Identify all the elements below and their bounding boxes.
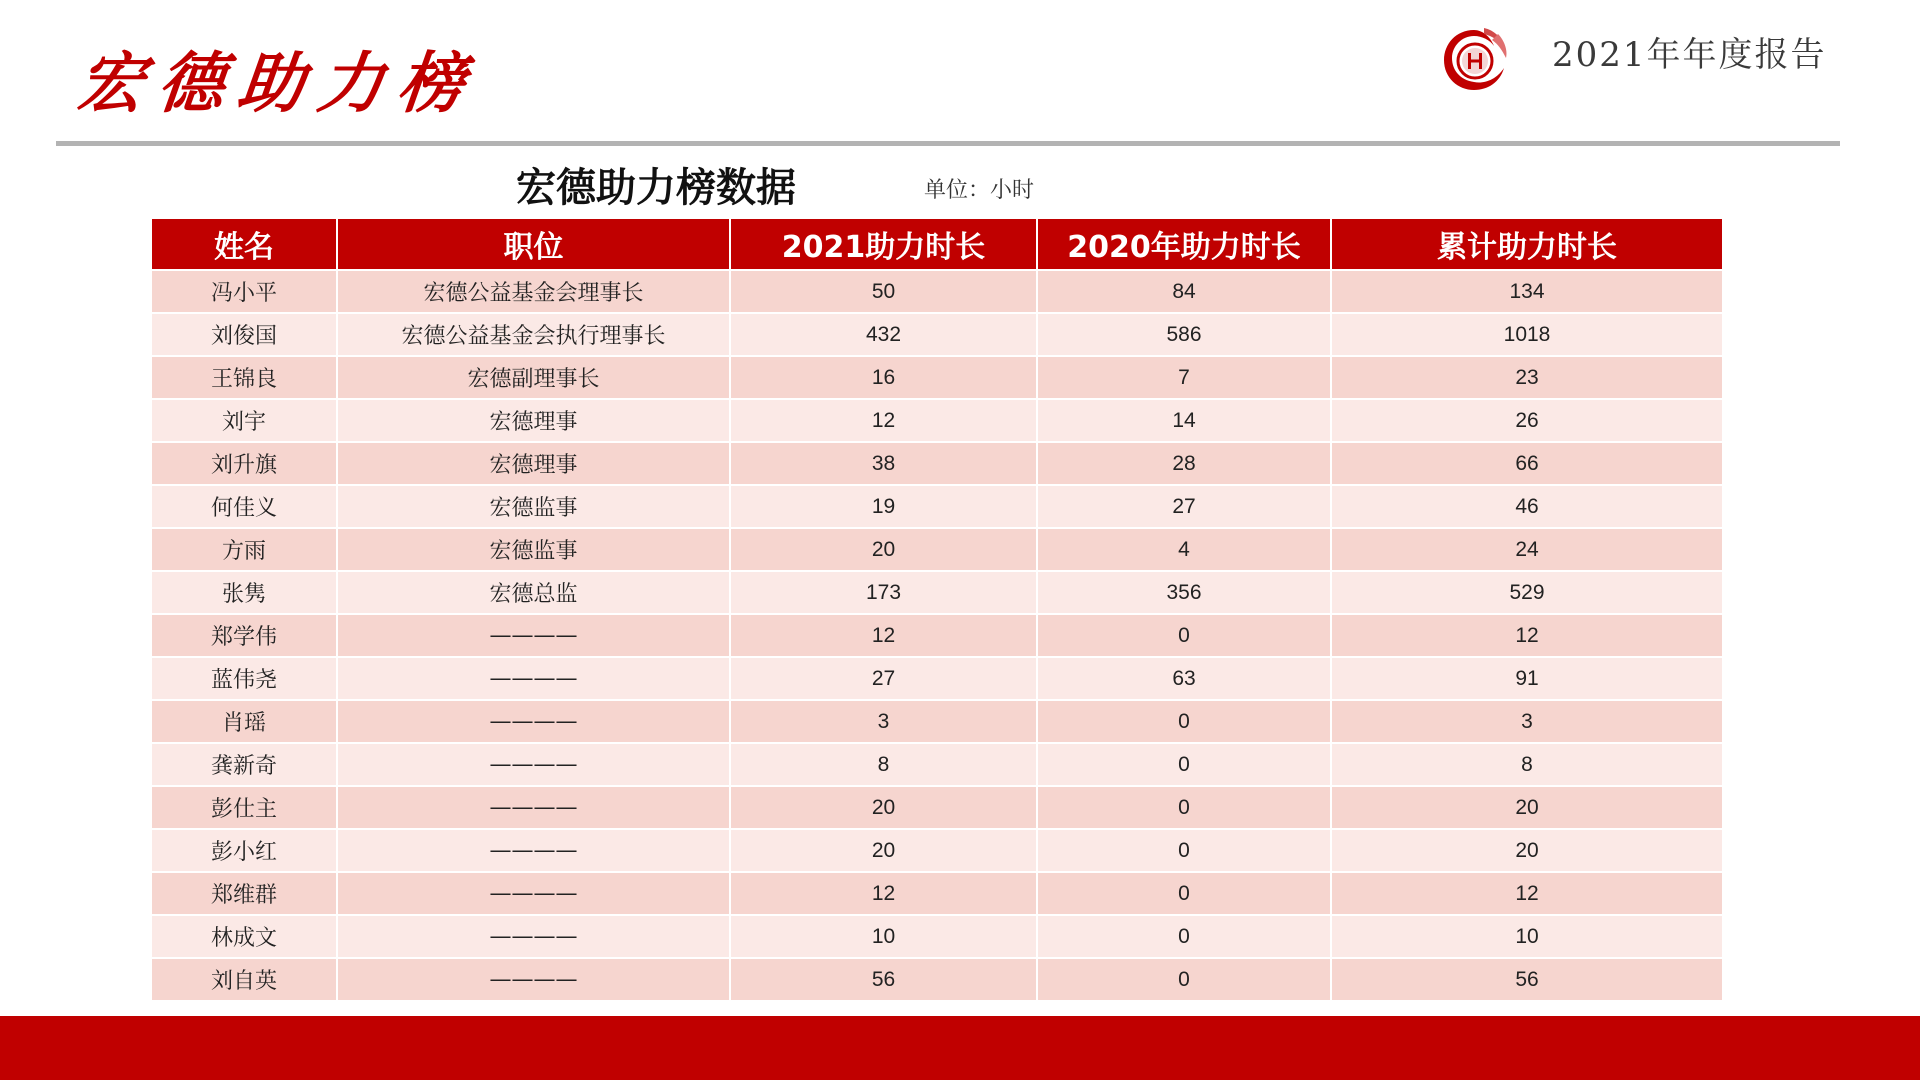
- cell-position: ————: [337, 829, 730, 872]
- table-row: [152, 700, 1722, 743]
- cell-hours-total: 12: [1331, 614, 1722, 657]
- volunteer-hours-table: [152, 219, 1722, 1000]
- table-row: [152, 872, 1722, 915]
- cell-hours-total: 56: [1331, 958, 1722, 1000]
- cell-hours-2020: 63: [1037, 657, 1331, 700]
- cell-hours-2020: 586: [1037, 313, 1331, 356]
- cell-hours-2021: 56: [730, 958, 1037, 1000]
- cell-hours-total: 20: [1331, 829, 1722, 872]
- cell-hours-2021: 3: [730, 700, 1037, 743]
- cell-name: 彭小红: [152, 829, 337, 872]
- cell-position: ————: [337, 743, 730, 786]
- cell-hours-2020: 0: [1037, 915, 1331, 958]
- cell-position: ————: [337, 614, 730, 657]
- cell-name: 刘俊国: [152, 313, 337, 356]
- cell-hours-total: 26: [1331, 399, 1722, 442]
- column-header-hours-2021: 2021助力时长: [730, 219, 1037, 270]
- table-row: [152, 958, 1722, 1000]
- table-row: [152, 786, 1722, 829]
- cell-name: 方雨: [152, 528, 337, 571]
- cell-hours-2020: 0: [1037, 743, 1331, 786]
- cell-hours-2020: 0: [1037, 786, 1331, 829]
- cell-hours-2020: 0: [1037, 700, 1331, 743]
- cell-hours-2021: 16: [730, 356, 1037, 399]
- cell-hours-2020: 27: [1037, 485, 1331, 528]
- cell-hours-total: 23: [1331, 356, 1722, 399]
- cell-hours-2021: 8: [730, 743, 1037, 786]
- cell-hours-2021: 12: [730, 399, 1037, 442]
- cell-position: ————: [337, 958, 730, 1000]
- table-row: [152, 528, 1722, 571]
- column-header-name: 姓名: [152, 219, 337, 270]
- cell-position: 宏德理事: [337, 442, 730, 485]
- cell-name: 刘升旗: [152, 442, 337, 485]
- cell-hours-total: 46: [1331, 485, 1722, 528]
- footer-band: [0, 1016, 1920, 1080]
- cell-position: ————: [337, 915, 730, 958]
- cell-hours-2021: 432: [730, 313, 1037, 356]
- cell-hours-total: 3: [1331, 700, 1722, 743]
- cell-position: 宏德理事: [337, 399, 730, 442]
- cell-hours-2020: 0: [1037, 829, 1331, 872]
- table-row: [152, 915, 1722, 958]
- cell-hours-2020: 0: [1037, 958, 1331, 1000]
- cell-hours-total: 66: [1331, 442, 1722, 485]
- cell-hours-total: 10: [1331, 915, 1722, 958]
- cell-hours-total: 20: [1331, 786, 1722, 829]
- table-row: [152, 743, 1722, 786]
- cell-position: 宏德总监: [337, 571, 730, 614]
- cell-hours-total: 1018: [1331, 313, 1722, 356]
- foundation-logo-icon: [1438, 24, 1510, 96]
- cell-name: 张隽: [152, 571, 337, 614]
- cell-hours-2021: 20: [730, 528, 1037, 571]
- cell-hours-2020: 84: [1037, 270, 1331, 313]
- unit-label: 单位：小时: [924, 178, 1035, 203]
- cell-hours-total: 8: [1331, 743, 1722, 786]
- column-header-hours-total: 累计助力时长: [1331, 219, 1722, 270]
- cell-name: 龚新奇: [152, 743, 337, 786]
- cell-name: 林成文: [152, 915, 337, 958]
- column-header-hours-2020: 2020年助力时长: [1037, 219, 1331, 270]
- cell-hours-2020: 14: [1037, 399, 1331, 442]
- cell-hours-total: 134: [1331, 270, 1722, 313]
- table-row: [152, 829, 1722, 872]
- cell-hours-2021: 27: [730, 657, 1037, 700]
- cell-hours-2021: 12: [730, 614, 1037, 657]
- cell-hours-2021: 38: [730, 442, 1037, 485]
- cell-hours-total: 529: [1331, 571, 1722, 614]
- cell-hours-total: 24: [1331, 528, 1722, 571]
- table-row: [152, 356, 1722, 399]
- cell-name: 郑维群: [152, 872, 337, 915]
- cell-hours-2021: 12: [730, 872, 1037, 915]
- cell-hours-2020: 0: [1037, 614, 1331, 657]
- cell-hours-total: 91: [1331, 657, 1722, 700]
- table-row: [152, 571, 1722, 614]
- cell-hours-2021: 173: [730, 571, 1037, 614]
- cell-position: 宏德监事: [337, 528, 730, 571]
- cell-name: 何佳义: [152, 485, 337, 528]
- cell-position: ————: [337, 872, 730, 915]
- cell-hours-2020: 28: [1037, 442, 1331, 485]
- table-row: [152, 270, 1722, 313]
- cell-position: 宏德公益基金会理事长: [337, 270, 730, 313]
- table-row: [152, 399, 1722, 442]
- cell-hours-2021: 50: [730, 270, 1037, 313]
- cell-position: 宏德公益基金会执行理事长: [337, 313, 730, 356]
- table-row: [152, 657, 1722, 700]
- cell-hours-2021: 19: [730, 485, 1037, 528]
- cell-name: 彭仕主: [152, 786, 337, 829]
- report-title: 2021年年度报告: [1552, 35, 1827, 75]
- cell-name: 蓝伟尧: [152, 657, 337, 700]
- cell-hours-total: 12: [1331, 872, 1722, 915]
- cell-name: 王锦良: [152, 356, 337, 399]
- cell-name: 冯小平: [152, 270, 337, 313]
- cell-hours-2021: 20: [730, 829, 1037, 872]
- cell-hours-2021: 10: [730, 915, 1037, 958]
- cell-position: 宏德监事: [337, 485, 730, 528]
- table-header-row: [152, 219, 1722, 270]
- cell-position: ————: [337, 657, 730, 700]
- cell-position: ————: [337, 700, 730, 743]
- cell-position: 宏德副理事长: [337, 356, 730, 399]
- cell-hours-2020: 7: [1037, 356, 1331, 399]
- cell-hours-2020: 356: [1037, 571, 1331, 614]
- table-row: [152, 614, 1722, 657]
- cell-position: ————: [337, 786, 730, 829]
- cell-name: 郑学伟: [152, 614, 337, 657]
- table-row: [152, 313, 1722, 356]
- cell-name: 刘自英: [152, 958, 337, 1000]
- cell-name: 刘宇: [152, 399, 337, 442]
- header-divider: [56, 141, 1840, 146]
- cell-hours-2020: 4: [1037, 528, 1331, 571]
- cell-hours-2020: 0: [1037, 872, 1331, 915]
- table-row: [152, 442, 1722, 485]
- cell-name: 肖瑶: [152, 700, 337, 743]
- cell-hours-2021: 20: [730, 786, 1037, 829]
- column-header-position: 职位: [337, 219, 730, 270]
- brand-title: 宏德助力榜: [73, 44, 483, 122]
- table-row: [152, 485, 1722, 528]
- table-title: 宏德助力榜数据: [516, 165, 796, 211]
